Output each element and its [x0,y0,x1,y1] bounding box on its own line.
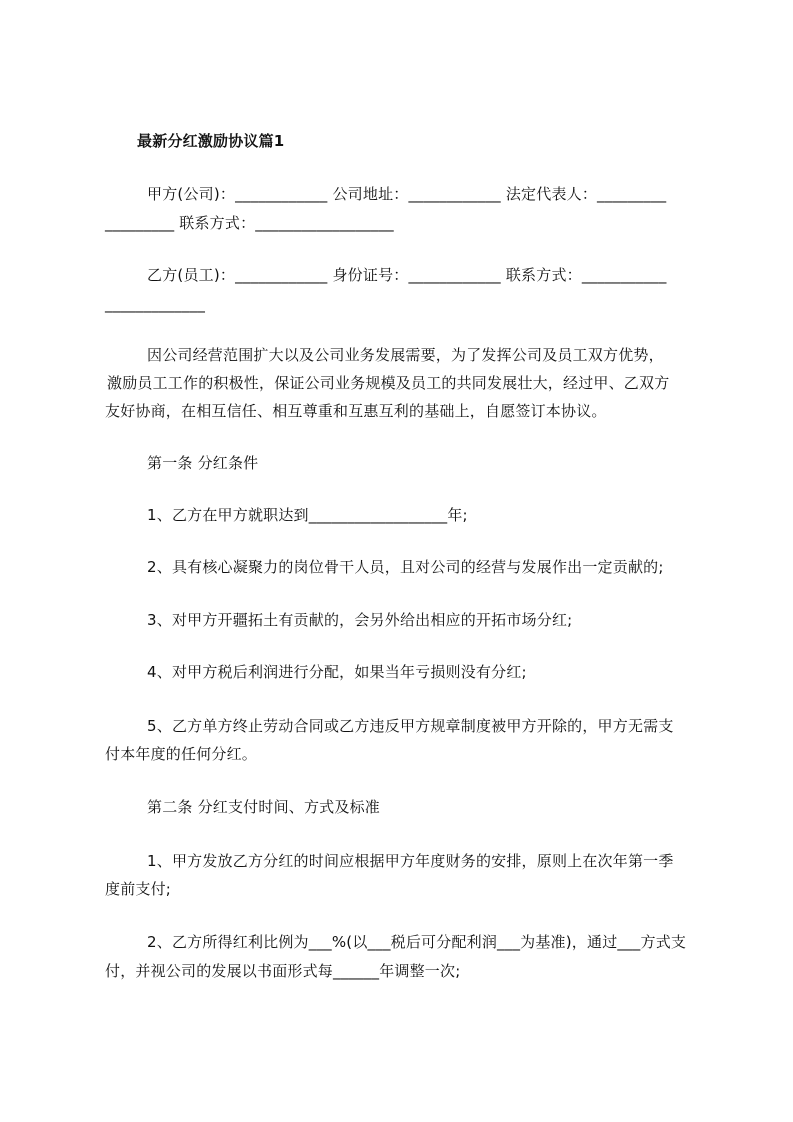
article-2-item-1-line-2: 度前支付; [105,880,172,898]
preamble-line-2: 激励员工工作的积极性，保证公司业务规模及员工的共同发展壮大，经过甲、乙双方 [107,374,670,392]
article-1-item-1: 1、乙方在甲方就职达到__________________年; [147,506,468,524]
party-a-line-1: 甲方(公司)：____________ 公司地址：____________ 法定代表人：_________ [147,185,667,203]
party-a-line-2: _________ 联系方式：__________________ [105,214,394,232]
article-2-item-2-line-1: 2、乙方所得红利比例为___%(以___税后可分配利润___为基准)，通过___方式支 [147,933,687,951]
preamble-line-3: 友好协商，在相互信任、相互尊重和互惠互利的基础上，自愿签订本协议。 [105,402,607,420]
document-title: 最新分红激励协议篇1 [137,132,285,150]
article-2-heading: 第二条 分红支付时间、方式及标准 [147,798,380,816]
party-b-line-2: _____________ [105,295,206,313]
article-1-item-5-line-1: 5、乙方单方终止劳动合同或乙方违反甲方规章制度被甲方开除的，甲方无需支 [147,717,674,735]
article-1-heading: 第一条 分红条件 [147,454,259,472]
article-2-item-1-line-1: 1、甲方发放乙方分红的时间应根据甲方年度财务的安排，原则上在次年第一季 [147,852,674,870]
party-b-line-1: 乙方(员工)：____________ 身份证号：____________ 联系方式：___________ [147,266,667,284]
article-1-item-5-line-2: 付本年度的任何分红。 [105,745,258,763]
preamble-line-1: 因公司经营范围扩大以及公司业务发展需要，为了发挥公司及员工双方优势， [147,346,664,364]
article-1-item-4: 4、对甲方税后利润进行分配，如果当年亏损则没有分红; [147,663,527,681]
article-2-item-2-line-2: 付，并视公司的发展以书面形式每______年调整一次; [105,962,461,980]
article-1-item-3: 3、对甲方开疆拓土有贡献的，会另外给出相应的开拓市场分红; [147,611,573,629]
article-1-item-2: 2、具有核心凝聚力的岗位骨干人员，且对公司的经营与发展作出一定贡献的; [147,558,664,576]
